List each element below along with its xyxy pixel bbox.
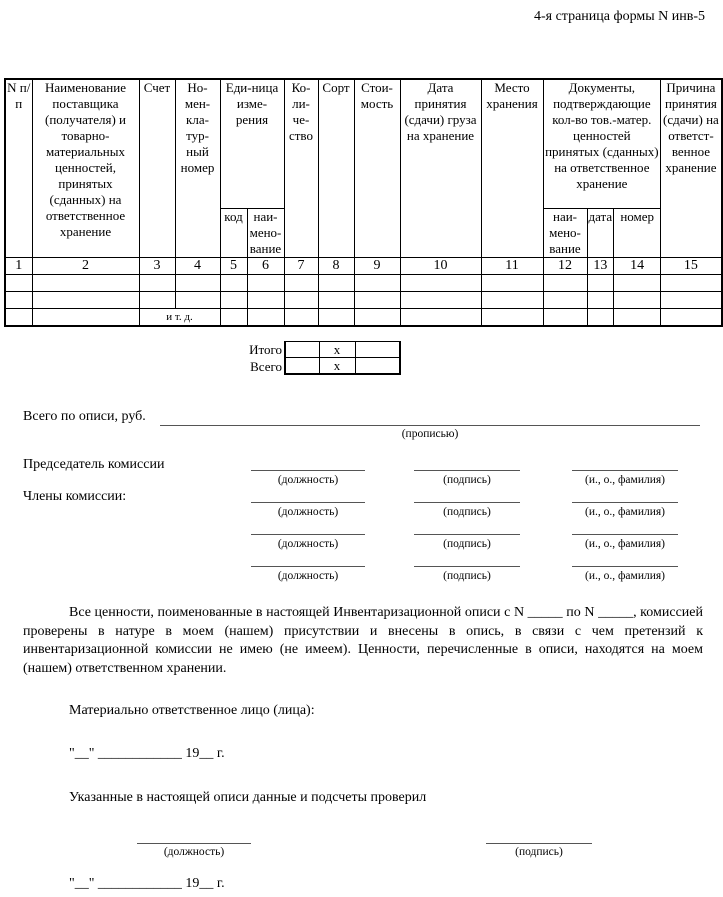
name-field[interactable] — [572, 491, 678, 503]
cell[interactable] — [481, 275, 543, 292]
column-number: 1 — [5, 258, 32, 275]
itogo-cost[interactable] — [355, 342, 400, 358]
header-doc-date: дата — [587, 209, 614, 258]
cell[interactable] — [5, 275, 32, 292]
header-unit-group: Еди-ница изме-рения — [220, 79, 284, 209]
cell[interactable] — [354, 292, 400, 309]
cell[interactable] — [543, 275, 587, 292]
column-number: 4 — [175, 258, 220, 275]
column-number: 13 — [587, 258, 614, 275]
cell[interactable] — [481, 292, 543, 309]
signature-caption: (подпись) — [443, 506, 491, 518]
date-line-responsible[interactable]: "__" ____________ 19__ г. — [69, 746, 225, 761]
cell[interactable] — [614, 309, 661, 327]
etc-label: и т. д. — [139, 309, 220, 327]
column-number: 2 — [32, 258, 139, 275]
position-field[interactable] — [251, 459, 365, 471]
totals-label-itogo: Итого — [249, 342, 282, 357]
cell[interactable] — [543, 292, 587, 309]
cell[interactable] — [481, 309, 543, 327]
cell[interactable] — [32, 292, 139, 309]
signature-field[interactable] — [414, 523, 520, 535]
cell[interactable] — [284, 309, 318, 327]
cell[interactable] — [139, 292, 175, 309]
cell[interactable] — [661, 275, 722, 292]
signature-caption: (подпись) — [443, 474, 491, 486]
cell[interactable] — [5, 292, 32, 309]
column-number: 15 — [661, 258, 722, 275]
name-caption: (и., о., фамилия) — [585, 474, 665, 486]
signature-field[interactable] — [414, 491, 520, 503]
header-cost: Стои-мость — [354, 79, 400, 258]
column-number: 14 — [614, 258, 661, 275]
total-in-words-field[interactable] — [160, 411, 700, 426]
vsego-cost[interactable] — [355, 358, 400, 375]
form-page-note: 4-я страница формы N инв-5 — [533, 9, 705, 24]
cell[interactable] — [220, 309, 247, 327]
header-acceptance-date: Дата принятия (сдачи) груза на хранение — [400, 79, 481, 258]
cell[interactable] — [354, 309, 400, 327]
position-field[interactable] — [251, 491, 365, 503]
cell[interactable] — [614, 275, 661, 292]
column-number: 11 — [481, 258, 543, 275]
column-number: 12 — [543, 258, 587, 275]
cell[interactable] — [587, 275, 614, 292]
statement-paragraph: Все ценности, поименованные в настоящей Инвентаризационной описи с N _____ по N _____, комиссией проверены в натуре в моем (нашем) присутствии и внесены в опись, в связи с чем претензий к инвентаризационной комиссии не имею (не имеем). Ценности, перечисленные в описи, находятся на моем (нашем) ответственном хранении. — [23, 605, 703, 676]
column-number: 10 — [400, 258, 481, 275]
signature-caption: (подпись) — [443, 538, 491, 550]
column-number: 3 — [139, 258, 175, 275]
name-field[interactable] — [572, 523, 678, 535]
cell[interactable] — [5, 309, 32, 327]
cell[interactable] — [400, 292, 481, 309]
verifier-signature-field[interactable] — [486, 832, 592, 844]
totals-table — [284, 341, 401, 375]
verifier-signature-caption: (подпись) — [515, 846, 563, 858]
cell[interactable] — [247, 275, 284, 292]
header-unit-name: наи-мено-вание — [247, 209, 284, 258]
position-caption: (должность) — [277, 538, 339, 550]
name-caption: (и., о., фамилия) — [585, 506, 665, 518]
vsego-quantity[interactable] — [285, 358, 319, 375]
cell[interactable] — [247, 309, 284, 327]
position-field[interactable] — [251, 523, 365, 535]
in-words-caption: (прописью) — [401, 428, 459, 440]
cell[interactable] — [175, 292, 220, 309]
table-row — [5, 292, 722, 309]
table-row — [5, 275, 722, 292]
itogo-grade: х — [319, 342, 355, 358]
cell[interactable] — [318, 309, 354, 327]
header-account: Счет — [139, 79, 175, 258]
date-line-verifier[interactable]: "__" ____________ 19__ г. — [69, 876, 225, 891]
chairman-label: Председатель комиссии — [23, 457, 165, 472]
header-grade: Сорт — [318, 79, 354, 258]
verifier-position-caption: (должность) — [163, 846, 225, 858]
column-number: 7 — [284, 258, 318, 275]
column-number: 5 — [220, 258, 247, 275]
cell[interactable] — [400, 275, 481, 292]
cell[interactable] — [543, 309, 587, 327]
cell[interactable] — [614, 292, 661, 309]
signature-caption: (подпись) — [443, 570, 491, 582]
itogo-quantity[interactable] — [285, 342, 319, 358]
header-documents-group: Документы, подтверждающие кол-во тов.-матер. ценностей принятых (сданных) на ответственное хранение — [543, 79, 661, 209]
cell[interactable] — [139, 275, 175, 292]
cell[interactable] — [284, 292, 318, 309]
cell[interactable] — [175, 275, 220, 292]
cell[interactable] — [32, 309, 139, 327]
totals-row-vsego — [285, 358, 400, 375]
cell[interactable] — [318, 275, 354, 292]
cell[interactable] — [587, 292, 614, 309]
header-reason: Причина принятия (сдачи) на ответст-венное хранение — [661, 79, 722, 258]
table-row-etc — [5, 309, 722, 327]
verified-label: Указанные в настоящей описи данные и подсчеты проверил — [69, 790, 427, 805]
cell[interactable] — [32, 275, 139, 292]
position-field[interactable] — [251, 555, 365, 567]
cell[interactable] — [220, 292, 247, 309]
name-field[interactable] — [572, 459, 678, 471]
column-number: 8 — [318, 258, 354, 275]
total-by-inventory-label: Всего по описи, руб. — [23, 409, 146, 424]
column-number: 6 — [247, 258, 284, 275]
header-supplier-name: Наименование поставщика (получателя) и товарно-материальных ценностей, принятых (сданных) на ответственное хранение — [32, 79, 139, 258]
header-number: N п/п — [5, 79, 32, 258]
position-caption: (должность) — [277, 570, 339, 582]
signature-field[interactable] — [414, 555, 520, 567]
name-caption: (и., о., фамилия) — [585, 570, 665, 582]
cell[interactable] — [400, 309, 481, 327]
name-field[interactable] — [572, 555, 678, 567]
header-doc-number: номер — [614, 209, 661, 258]
cell[interactable] — [318, 292, 354, 309]
name-caption: (и., о., фамилия) — [585, 538, 665, 550]
cell[interactable] — [661, 292, 722, 309]
responsible-person-label: Материально ответственное лицо (лица): — [69, 703, 315, 718]
members-label: Члены комиссии: — [23, 489, 127, 504]
header-quantity: Ко-ли-че-ство — [284, 79, 318, 258]
header-nomenclature-number: Но-мен-кла-тур-ный номер — [175, 79, 220, 258]
cell[interactable] — [284, 275, 318, 292]
cell[interactable] — [247, 292, 284, 309]
column-numbers-row — [5, 258, 722, 275]
cell[interactable] — [661, 309, 722, 327]
header-storage-place: Место хранения — [481, 79, 543, 258]
position-caption: (должность) — [277, 506, 339, 518]
cell[interactable] — [220, 275, 247, 292]
vsego-grade: х — [319, 358, 355, 375]
totals-label-vsego: Всего — [250, 359, 282, 374]
totals-row-itogo — [285, 342, 400, 358]
header-unit-code: код — [220, 209, 247, 258]
cell[interactable] — [587, 309, 614, 327]
position-caption: (должность) — [277, 474, 339, 486]
inventory-table — [4, 78, 723, 327]
cell[interactable] — [354, 275, 400, 292]
signature-field[interactable] — [414, 459, 520, 471]
column-number: 9 — [354, 258, 400, 275]
verifier-position-field[interactable] — [137, 832, 251, 844]
header-doc-name: наи-мено-вание — [543, 209, 587, 258]
